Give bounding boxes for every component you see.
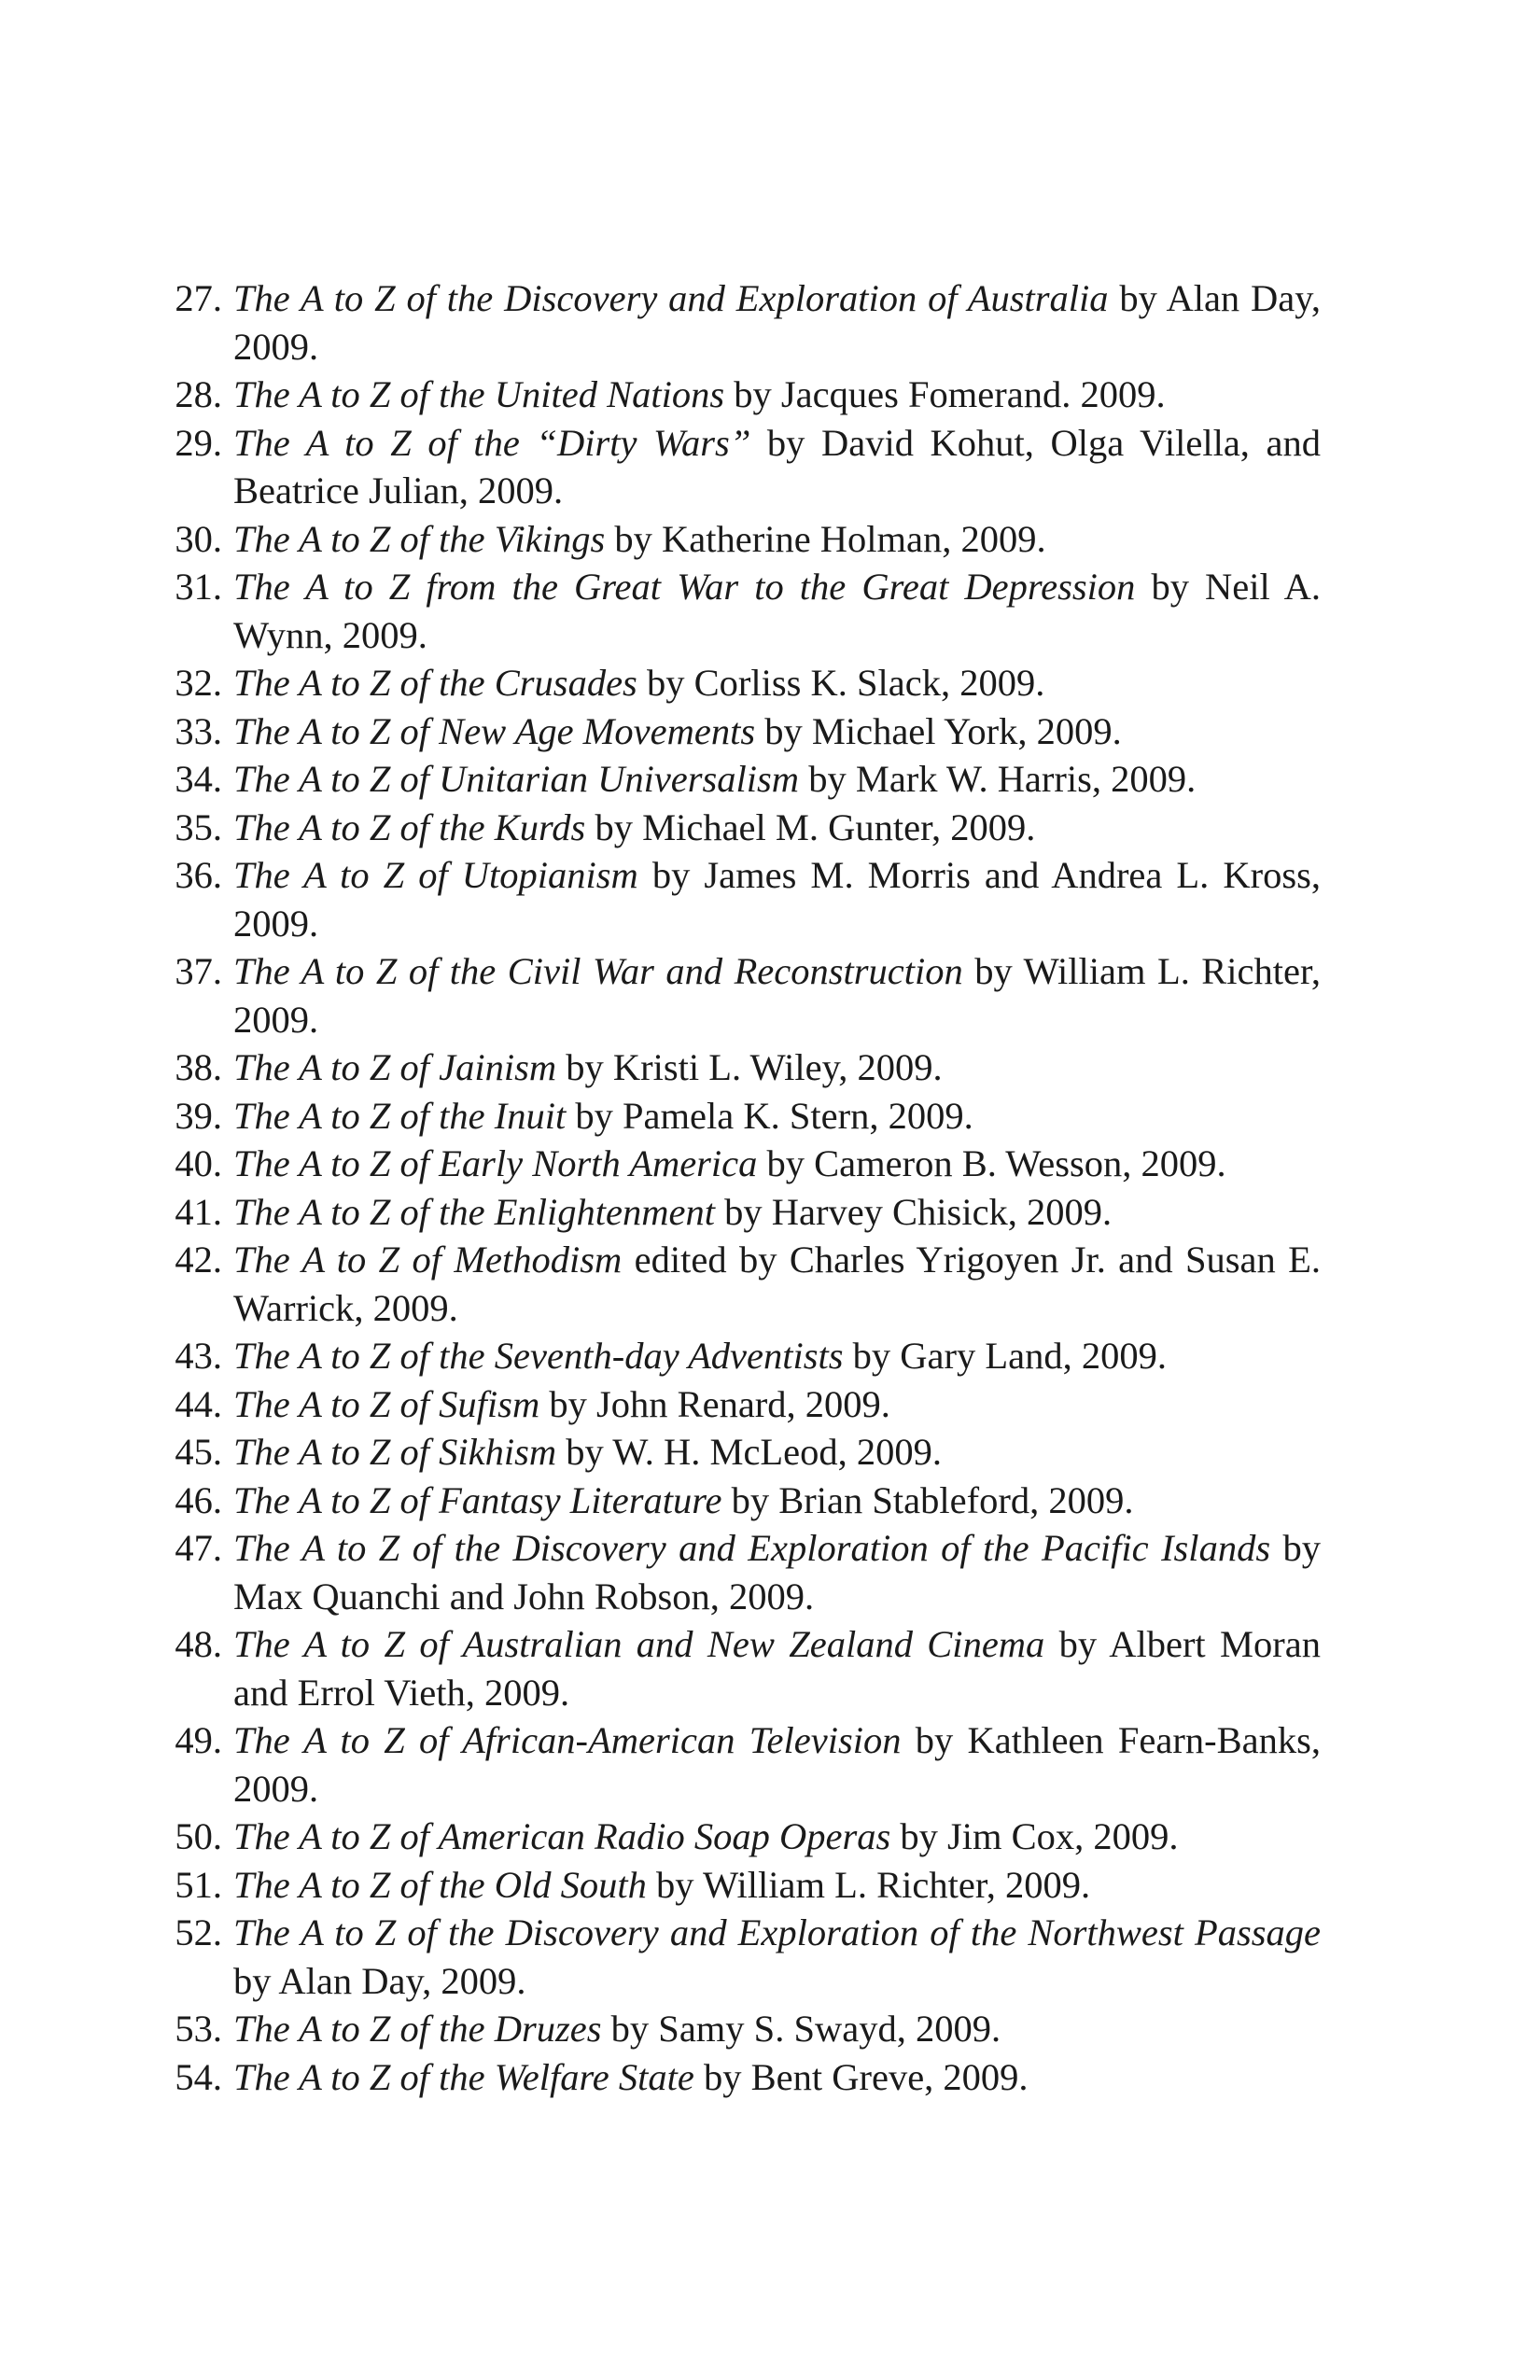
book-details: by John Renard, 2009. — [539, 1382, 890, 1425]
list-item — [163, 1813, 1321, 1861]
book-title: The A to Z of the Old South — [233, 1863, 647, 1906]
book-details: by David Kohut, Olga Vilella, and Beatrice Julian, 2009. — [233, 421, 1321, 511]
book-details: by Alan Day, 2009. — [233, 1959, 526, 2002]
book-title: The A to Z of Early North America — [233, 1142, 758, 1184]
book-title: The A to Z of Unitarian Universalism — [233, 758, 800, 800]
item-text — [233, 1477, 1321, 1525]
item-text — [233, 1620, 1321, 1716]
book-title: The A to Z of Methodism — [233, 1239, 623, 1281]
list-item — [163, 947, 1321, 1043]
book-details: by Katherine Holman, 2009. — [605, 517, 1046, 560]
item-text — [233, 1140, 1321, 1188]
book-details: by Corliss K. Slack, 2009. — [637, 662, 1045, 704]
item-text — [233, 1909, 1321, 2005]
list-item — [163, 1909, 1321, 2005]
book-details: by Bent Greve, 2009. — [693, 2055, 1029, 2098]
item-number: 54. — [175, 2055, 222, 2098]
list-item — [163, 371, 1321, 419]
book-title: The A to Z of the “Dirty Wars” — [233, 421, 751, 464]
item-number: 48. — [175, 1623, 222, 1665]
book-details: by William L. Richter, 2009. — [233, 950, 1321, 1041]
book-title: The A to Z of the Discovery and Exploration of Australia — [233, 277, 1109, 319]
list-item — [163, 755, 1321, 804]
book-details: by Cameron B. Wesson, 2009. — [757, 1142, 1226, 1184]
list-item — [163, 1861, 1321, 1910]
item-text — [233, 1092, 1321, 1141]
list-item — [163, 2053, 1321, 2102]
book-title: The A to Z of Utopianism — [233, 854, 638, 896]
list-item — [163, 274, 1321, 371]
item-text — [233, 2053, 1321, 2102]
list-item — [163, 563, 1321, 659]
item-number: 34. — [175, 758, 222, 800]
book-title: The A to Z of African-American Television — [233, 1719, 902, 1761]
item-text — [233, 563, 1321, 659]
item-number: 37. — [175, 950, 222, 992]
list-item — [163, 1716, 1321, 1813]
item-text — [233, 1428, 1321, 1477]
book-title: The A to Z of the Crusades — [233, 662, 637, 704]
item-number: 52. — [175, 1911, 222, 1953]
item-number: 28. — [175, 373, 222, 415]
item-text — [233, 707, 1321, 756]
item-text — [233, 515, 1321, 564]
item-number: 29. — [175, 421, 222, 464]
item-number: 33. — [175, 709, 222, 752]
list-item — [163, 1092, 1321, 1141]
book-title: The A to Z of the Kurds — [233, 805, 586, 848]
item-text — [233, 659, 1321, 707]
book-series-list — [163, 274, 1321, 2101]
item-text — [233, 804, 1321, 852]
list-item — [163, 1140, 1321, 1188]
book-title: The A to Z of Sikhism — [233, 1431, 557, 1473]
book-title: The A to Z of American Radio Soap Operas — [233, 1815, 891, 1857]
book-details: by Pamela K. Stern, 2009. — [566, 1094, 973, 1137]
item-number: 35. — [175, 805, 222, 848]
item-text — [233, 274, 1321, 371]
item-text — [233, 1716, 1321, 1813]
book-details: by James M. Morris and Andrea L. Kross, 2009. — [233, 854, 1321, 945]
list-item — [163, 419, 1321, 515]
list-item — [163, 2005, 1321, 2053]
item-number: 47. — [175, 1527, 222, 1569]
book-title: The A to Z of the Inuit — [233, 1094, 567, 1137]
list-item — [163, 1477, 1321, 1525]
book-details: by Michael M. Gunter, 2009. — [585, 805, 1036, 848]
book-title: The A to Z of the Welfare State — [233, 2055, 694, 2098]
book-details: by Alan Day, 2009. — [233, 277, 1321, 368]
book-details: by Albert Moran and Errol Vieth, 2009. — [233, 1623, 1321, 1714]
item-number: 40. — [175, 1142, 222, 1184]
item-number: 39. — [175, 1094, 222, 1137]
item-text — [233, 851, 1321, 947]
book-details: by Kathleen Fearn-Banks, 2009. — [233, 1719, 1321, 1810]
item-number: 43. — [175, 1335, 222, 1377]
item-text — [233, 1813, 1321, 1861]
list-item — [163, 1620, 1321, 1716]
item-number: 41. — [175, 1190, 222, 1233]
item-text — [233, 1236, 1321, 1332]
book-title: The A to Z of the Enlightenment — [233, 1190, 715, 1233]
book-title: The A to Z of the Seventh-day Adventists — [233, 1335, 844, 1377]
list-item — [163, 515, 1321, 564]
list-item — [163, 1332, 1321, 1380]
item-number: 51. — [175, 1863, 222, 1906]
book-details: edited by Charles Yrigoyen Jr. and Susan E. Warrick, 2009. — [233, 1239, 1321, 1329]
item-text — [233, 419, 1321, 515]
list-item — [163, 1428, 1321, 1477]
item-number: 44. — [175, 1382, 222, 1425]
item-text — [233, 1524, 1321, 1620]
book-details: by Gary Land, 2009. — [843, 1335, 1167, 1377]
book-title: The A to Z of New Age Movements — [233, 709, 756, 752]
book-details: by Jacques Fomerand. 2009. — [724, 373, 1166, 415]
item-number: 42. — [175, 1239, 222, 1281]
item-text — [233, 1332, 1321, 1380]
item-text — [233, 1188, 1321, 1237]
book-details: by Jim Cox, 2009. — [890, 1815, 1179, 1857]
item-text — [233, 2005, 1321, 2053]
item-number: 38. — [175, 1046, 222, 1088]
book-details: by Michael York, 2009. — [755, 709, 1122, 752]
item-number: 36. — [175, 854, 222, 896]
book-details: by W. H. McLeod, 2009. — [556, 1431, 943, 1473]
book-details: by Harvey Chisick, 2009. — [714, 1190, 1113, 1233]
book-details: by Kristi L. Wiley, 2009. — [556, 1046, 943, 1088]
book-title: The A to Z of Fantasy Literature — [233, 1478, 722, 1521]
item-text — [233, 371, 1321, 419]
book-title: The A to Z of Sufism — [233, 1382, 540, 1425]
book-title: The A to Z of the Discovery and Exploration of the Northwest Passage — [233, 1911, 1321, 1953]
list-item — [163, 851, 1321, 947]
item-text — [233, 1861, 1321, 1910]
item-number: 30. — [175, 517, 222, 560]
list-item — [163, 659, 1321, 707]
book-title: The A to Z of the Vikings — [233, 517, 606, 560]
item-text — [233, 947, 1321, 1043]
item-text — [233, 1043, 1321, 1092]
item-number: 31. — [175, 566, 222, 608]
item-number: 50. — [175, 1815, 222, 1857]
book-details: by Neil A. Wynn, 2009. — [233, 566, 1321, 656]
list-item — [163, 1236, 1321, 1332]
book-title: The A to Z of the Discovery and Exploration of the Pacific Islands — [233, 1527, 1271, 1569]
book-title: The A to Z from the Great War to the Great Depression — [233, 566, 1136, 608]
list-item — [163, 707, 1321, 756]
list-item — [163, 1188, 1321, 1237]
book-title: The A to Z of the Druzes — [233, 2008, 602, 2050]
book-title: The A to Z of Australian and New Zealand Cinema — [233, 1623, 1045, 1665]
book-details: by Max Quanchi and John Robson, 2009. — [233, 1527, 1321, 1617]
item-text — [233, 1380, 1321, 1429]
book-title: The A to Z of the Civil War and Reconstruction — [233, 950, 963, 992]
item-number: 53. — [175, 2008, 222, 2050]
item-number: 27. — [175, 277, 222, 319]
list-item — [163, 804, 1321, 852]
item-text — [233, 755, 1321, 804]
item-number: 45. — [175, 1431, 222, 1473]
item-number: 46. — [175, 1478, 222, 1521]
item-number: 32. — [175, 662, 222, 704]
book-title: The A to Z of Jainism — [233, 1046, 557, 1088]
item-number: 49. — [175, 1719, 222, 1761]
book-details: by William L. Richter, 2009. — [646, 1863, 1091, 1906]
book-details: by Samy S. Swayd, 2009. — [601, 2008, 1001, 2050]
list-item — [163, 1524, 1321, 1620]
list-item — [163, 1380, 1321, 1429]
book-title: The A to Z of the United Nations — [233, 373, 725, 415]
book-details: by Mark W. Harris, 2009. — [799, 758, 1197, 800]
list-item — [163, 1043, 1321, 1092]
book-details: by Brian Stableford, 2009. — [721, 1478, 1134, 1521]
